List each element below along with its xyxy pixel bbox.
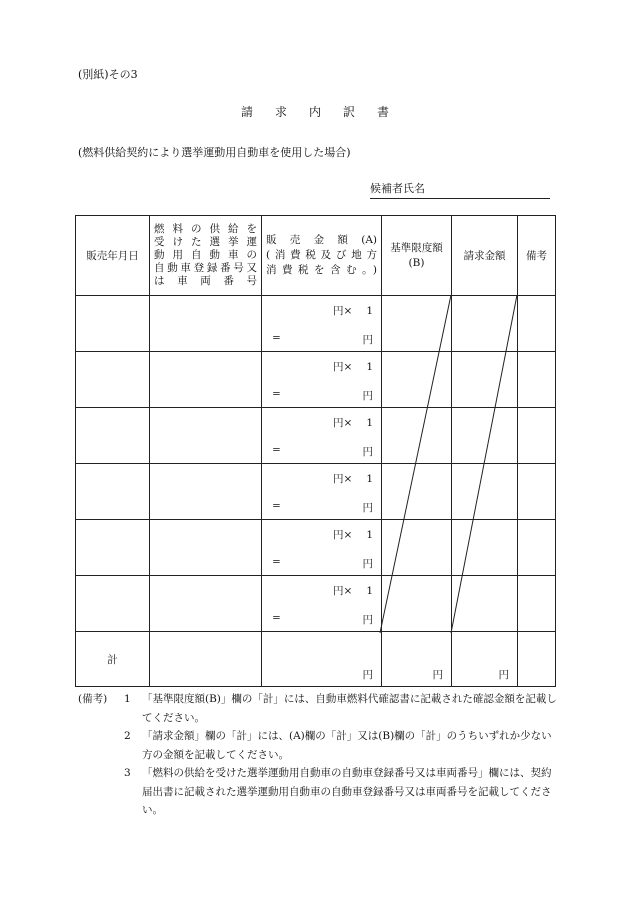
unit-times-quantity [333, 359, 373, 374]
yen-unit: 円 [362, 446, 373, 458]
table-row [76, 352, 556, 408]
yen-times-label: 円× [333, 305, 353, 317]
note-text: 「燃料の供給を受けた選挙運動用自動車の自動車登録番号又は車両番号」欄には、契約届出書に記載された選挙運動用自動車の自動車登録番号又は車両番号を記載してください。 [142, 767, 552, 816]
header-vehicle-number [150, 216, 262, 296]
total-vehicle-cell[interactable] [150, 632, 262, 687]
header-line: 受けた選挙運 [154, 236, 257, 248]
vehicle-number-cell[interactable] [150, 520, 262, 576]
yen-times-label: 円× [333, 473, 353, 485]
yen-times-label: 円× [333, 417, 353, 429]
sale-amount-cell[interactable] [262, 576, 382, 632]
table-row [76, 408, 556, 464]
header-line: 燃料の供給を [154, 223, 257, 235]
sale-date-cell[interactable] [76, 520, 150, 576]
sale-amount-cell[interactable] [262, 296, 382, 352]
total-label: 計 [76, 632, 150, 687]
header-line: 自動車登録番号又 [154, 262, 257, 274]
header-line: 基準限度額 [390, 241, 443, 254]
header-line: (B) [408, 256, 425, 269]
note-text: 「基準限度額(B)」欄の「計」には、自動車燃料代確認書に記載された確認金額を記載してください。 [142, 693, 557, 724]
quantity-value: 1 [366, 473, 373, 485]
note-number: 3 [124, 767, 131, 779]
header-line: は車両番号 [154, 275, 257, 287]
vehicle-number-cell[interactable] [150, 576, 262, 632]
unit-times-quantity [333, 527, 373, 542]
vehicle-number-cell[interactable] [150, 408, 262, 464]
title-char: 書 [377, 105, 390, 119]
unit-times-quantity [333, 471, 373, 486]
unit-times-quantity [333, 583, 373, 598]
table-row [76, 520, 556, 576]
title-char: 内 [308, 105, 321, 119]
table-header-row [76, 216, 556, 296]
remarks-cell[interactable] [518, 520, 556, 576]
table-row [76, 576, 556, 632]
remarks-cell[interactable] [518, 352, 556, 408]
sale-date-cell[interactable] [76, 576, 150, 632]
limit-amount-cell[interactable] [382, 520, 452, 576]
quantity-value: 1 [366, 529, 373, 541]
yen-unit: 円 [362, 614, 373, 626]
yen-unit: 円 [362, 669, 373, 681]
remarks-cell[interactable] [518, 408, 556, 464]
form-reference: (別紙)その3 [78, 68, 138, 81]
header-line: 販売金額(A) [266, 234, 377, 246]
vehicle-number-cell[interactable] [150, 352, 262, 408]
limit-amount-cell[interactable] [382, 576, 452, 632]
note-text: 「請求金額」欄の「計」には、(A)欄の「計」又は(B)欄の「計」のうちいずれか少ない方の金額を記載してください。 [142, 730, 552, 761]
total-limit-amount[interactable] [382, 632, 452, 687]
claim-amount-cell[interactable] [452, 352, 518, 408]
claim-breakdown-table [75, 215, 556, 687]
remarks-cell[interactable] [518, 464, 556, 520]
remarks-cell[interactable] [518, 296, 556, 352]
header-sale-amount [262, 216, 382, 296]
total-sale-amount[interactable] [262, 632, 382, 687]
yen-unit: 円 [362, 334, 373, 346]
header-line: 動用自動車の [154, 249, 257, 261]
limit-amount-cell[interactable] [382, 296, 452, 352]
note-item [78, 727, 558, 764]
equals-sign: = [272, 444, 281, 456]
yen-unit: 円 [362, 558, 373, 570]
claim-amount-cell[interactable] [452, 408, 518, 464]
sale-amount-cell[interactable] [262, 520, 382, 576]
remarks-cell[interactable] [518, 576, 556, 632]
yen-unit: 円 [362, 502, 373, 514]
note-item [78, 764, 558, 820]
title-char: 請 [240, 105, 253, 119]
yen-times-label: 円× [333, 585, 353, 597]
header-remarks: 備考 [518, 216, 556, 296]
table-row [76, 464, 556, 520]
equals-sign: = [272, 612, 281, 624]
claim-amount-cell[interactable] [452, 296, 518, 352]
quantity-value: 1 [366, 417, 373, 429]
total-row [76, 632, 556, 687]
limit-amount-cell[interactable] [382, 464, 452, 520]
vehicle-number-cell[interactable] [150, 296, 262, 352]
sale-amount-cell[interactable] [262, 408, 382, 464]
note-number: 2 [124, 730, 131, 742]
unit-times-quantity [333, 303, 373, 318]
note-number: 1 [124, 693, 131, 705]
limit-amount-cell[interactable] [382, 352, 452, 408]
equals-sign: = [272, 500, 281, 512]
yen-times-label: 円× [333, 361, 353, 373]
candidate-name-label: 候補者氏名 [370, 182, 425, 195]
vehicle-number-cell[interactable] [150, 464, 262, 520]
header-sale-date: 販売年月日 [76, 216, 150, 296]
header-limit-amount [382, 216, 452, 296]
equals-sign: = [272, 388, 281, 400]
yen-unit: 円 [362, 390, 373, 402]
quantity-value: 1 [366, 361, 373, 373]
claim-amount-cell[interactable] [452, 520, 518, 576]
sale-date-cell[interactable] [76, 352, 150, 408]
header-line: (消費税及び地方 [266, 249, 377, 261]
equals-sign: = [272, 556, 281, 568]
yen-unit: 円 [432, 669, 443, 681]
claim-amount-cell[interactable] [452, 576, 518, 632]
title-char: 訳 [343, 105, 356, 119]
header-claim-amount: 請求金額 [452, 216, 518, 296]
document-subtitle: (燃料供給契約により選挙運動用自動車を使用した場合) [78, 146, 351, 159]
notes-label: (備考) [78, 693, 108, 705]
claim-amount-cell[interactable] [452, 464, 518, 520]
quantity-value: 1 [366, 585, 373, 597]
unit-times-quantity [333, 415, 373, 430]
yen-unit: 円 [498, 669, 509, 681]
title-char: 求 [274, 105, 287, 119]
candidate-name-field[interactable] [370, 180, 550, 199]
sale-amount-cell[interactable] [262, 352, 382, 408]
document-title [0, 103, 630, 120]
yen-times-label: 円× [333, 529, 353, 541]
note-item [78, 690, 558, 727]
sale-date-cell[interactable] [76, 464, 150, 520]
total-claim-amount[interactable] [452, 632, 518, 687]
equals-sign: = [272, 332, 281, 344]
total-remarks-cell[interactable] [518, 632, 556, 687]
quantity-value: 1 [366, 305, 373, 317]
header-line: 消費税を含む。) [266, 264, 377, 276]
table-row [76, 296, 556, 352]
sale-date-cell[interactable] [76, 408, 150, 464]
sale-date-cell[interactable] [76, 296, 150, 352]
sale-amount-cell[interactable] [262, 464, 382, 520]
notes-section [78, 690, 558, 820]
limit-amount-cell[interactable] [382, 408, 452, 464]
